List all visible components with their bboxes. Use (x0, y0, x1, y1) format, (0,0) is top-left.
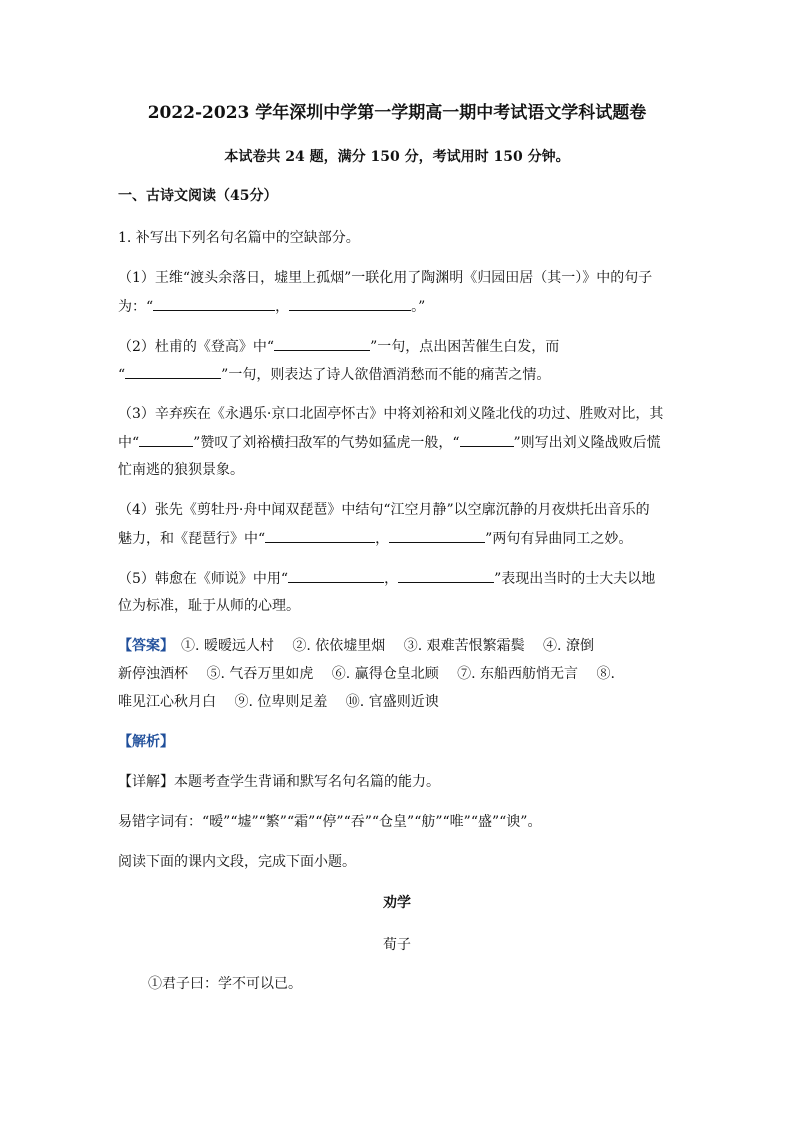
q1-part4-prefix: 魅力，和《琵琶行》中“ (118, 531, 266, 547)
q1-part4-line1: （4）张先《剪牡丹·舟中闻双琵琶》中结句“江空月静”以空廓沉静的月夜烘托出音乐的 (118, 502, 650, 518)
section-heading: 一、古诗文阅读（45分） (118, 188, 278, 204)
analysis-heading (118, 732, 678, 752)
q1-part2-mid: ”一句，点出困苦催生白发，而 (370, 339, 560, 355)
q1-part3-end: ”则写出刘义隆战败后慌 (513, 435, 661, 451)
q1-part5-sep: ， (384, 571, 399, 587)
reading-instruction: 阅读下面的课内文段，完成下面小题。 (118, 854, 356, 870)
detail-text: 本题考查学生背诵和默写名句名篇的能力。 (174, 774, 440, 790)
q1-part2-quote: “ (118, 367, 126, 383)
q1-part1-prefix: 为：“ (118, 299, 154, 315)
fill-blank-10[interactable] (398, 568, 494, 583)
answer-line1 (118, 636, 678, 656)
q1-part4-line2 (118, 528, 678, 549)
q1-part1-end: 。” (411, 299, 426, 315)
question-1-stem: 1. 补写出下列名句名篇中的空缺部分。 (118, 230, 360, 246)
exam-info: 本试卷共 24 题，满分 150 分，考试用时 150 分钟。 (224, 149, 570, 165)
page-title: 2022-2023 学年深圳中学第一学期高一期中考试语文学科试题卷 (147, 103, 647, 123)
q1-part2-line2 (118, 364, 678, 385)
detail-tag: 【详解】 (118, 774, 174, 790)
q1-part5-line2: 位为标准，耻于从师的心理。 (118, 598, 300, 614)
q1-part3-mid: ”赞叹了刘裕横扫敌军的气势如猛虎一般，“ (193, 435, 460, 451)
q1-part1-line2 (118, 296, 678, 317)
q1-part1-line1: （1）王维“渡头余落日，墟里上孤烟”一联化用了陶渊明《归园田居（其一）》中的句子 (118, 270, 653, 286)
fill-blank-2[interactable] (289, 296, 411, 311)
fill-blank-8[interactable] (389, 528, 485, 543)
passage-paragraph-1: ①君子曰：学不可以已。 (148, 976, 302, 992)
q1-part4-sep: ， (375, 531, 390, 547)
q1-part3-line3: 忙南逃的狼狈景象。 (118, 462, 244, 478)
fill-blank-9[interactable] (288, 568, 384, 583)
answer-text-1: ①. 暧暧远人村 ②. 依依墟里烟 ③. 艰难苦恨繁霜鬓 ④. 潦倒 (181, 638, 594, 654)
q1-part2-prefix: （2）杜甫的《登高》中“ (118, 339, 275, 355)
answer-line2: 新停浊酒杯 ⑤. 气吞万里如虎 ⑥. 赢得仓皇北顾 ⑦. 东船西舫悄无言 ⑧. (118, 666, 615, 682)
fill-blank-5[interactable] (139, 432, 193, 447)
q1-part1-sep: ， (275, 299, 290, 315)
q1-part5-end: ”表现出当时的士大夫以地 (494, 571, 656, 587)
answer-tag: 【答案】 (118, 638, 167, 654)
q1-part2-end: ”一句，则表达了诗人欲借酒消愁而不能的痛苦之情。 (221, 367, 551, 383)
detail-line (118, 772, 678, 792)
passage-author: 荀子 (383, 937, 411, 953)
error-words-line: 易错字词有：“暧”“墟”“繁”“霜”“停”“吞”“仓皇”“舫”“唯”“盛”“谀”。 (118, 814, 542, 830)
passage-title: 劝学 (383, 895, 411, 911)
fill-blank-6[interactable] (460, 432, 514, 447)
q1-part2-line1 (118, 336, 678, 357)
q1-part3-line2 (118, 432, 678, 453)
q1-part3-prefix: 中“ (118, 435, 140, 451)
fill-blank-7[interactable] (265, 528, 375, 543)
answer-line3: 唯见江心秋月白 ⑨. 位卑则足羞 ⑩. 官盛则近谀 (118, 694, 439, 710)
analysis-tag: 【解析】 (118, 734, 174, 750)
q1-part3-line1: （3）辛弃疾在《永遇乐·京口北固亭怀古》中将刘裕和刘义隆北伐的功过、胜败对比，其 (118, 406, 664, 422)
q1-part5-prefix: （5）韩愈在《师说》中用“ (118, 571, 289, 587)
fill-blank-3[interactable] (274, 336, 370, 351)
q1-part5-line1 (118, 568, 678, 589)
fill-blank-4[interactable] (125, 364, 221, 379)
q1-part4-end: ”两句有异曲同工之妙。 (485, 531, 633, 547)
fill-blank-1[interactable] (153, 296, 275, 311)
